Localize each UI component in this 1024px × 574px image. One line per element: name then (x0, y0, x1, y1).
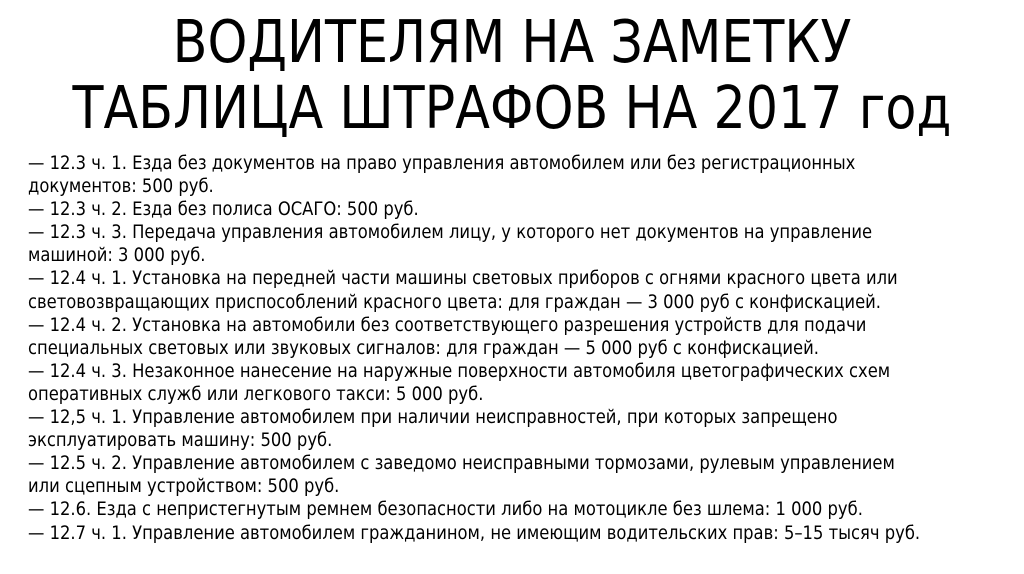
fine-line: — 12.7 ч. 1. Управление автомобилем гражданином, не имеющим водительских прав: 5–15 тысяч руб. (28, 522, 921, 544)
fine-line: — 12,5 ч. 1. Управление автомобилем при наличии неисправностей, при которых запрещено (28, 407, 838, 429)
fine-line: — 12.3 ч. 1. Езда без документов на право управления автомобилем или без регистрационных (28, 153, 856, 174)
fine-line: — 12.6. Езда с непристегнутым ремнем безопасности либо на мотоцикле без шлема: 1 000 руб. (28, 499, 863, 521)
fine-line: — 12.3 ч. 3. Передача управления автомобилем лицу, у которого нет документов на управление (28, 222, 873, 244)
fine-line: специальных световых или звуковых сигналов: для граждан — 5 000 руб с конфискацией. (28, 337, 819, 359)
fine-line: световозвращающих приспособлений красного цвета: для граждан — 3 000 руб с конфискацией. (28, 291, 881, 313)
fine-line: машиной: 3 000 руб. (28, 245, 206, 267)
fines-list (28, 152, 921, 545)
fine-line: — 12.3 ч. 2. Езда без полиса ОСАГО: 500 руб. (28, 199, 419, 221)
fine-line: оперативных служб или легкового такси: 5 000 руб. (28, 383, 484, 405)
poster-title: ВОДИТЕЛЯМ НА ЗАМЕТКУ (172, 7, 852, 76)
fine-line: эксплуатировать машину: 500 руб. (28, 430, 333, 452)
fine-line: — 12.4 ч. 2. Установка на автомобили без соответствующего разрешения устройств для подачи (28, 314, 867, 336)
fine-line: — 12.4 ч. 1. Установка на передней части машины световых приборов с огнями красного цвета или (28, 268, 898, 290)
fine-line: или сцепным устройством: 500 руб. (28, 476, 340, 498)
fine-line: — 12.4 ч. 3. Незаконное нанесение на наружные поверхности автомобиля цветографических схем (28, 360, 891, 382)
fine-line: документов: 500 руб. (28, 176, 214, 198)
poster-subtitle: ТАБЛИЦА ШТРАФОВ НА 2017 год (72, 73, 952, 142)
fine-line: — 12.5 ч. 2. Управление автомобилем с заведомо неисправными тормозами, рулевым управлением (28, 453, 895, 475)
